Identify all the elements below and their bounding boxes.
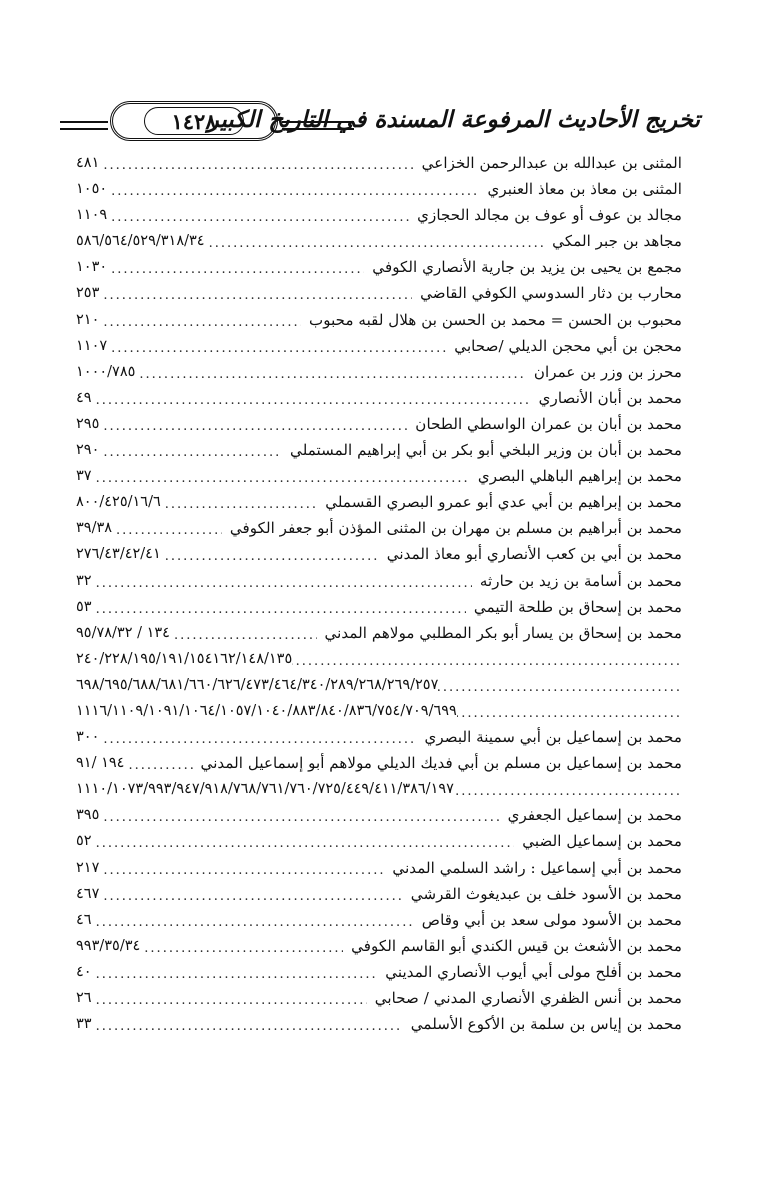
hadith-numbers: ٣٣ xyxy=(76,1016,92,1033)
dot-leader xyxy=(103,437,282,463)
hadith-numbers: ٥٣ xyxy=(76,598,92,615)
dot-leader xyxy=(103,150,413,176)
narrator-name: محمد بن الأسود مولى سعد بن أبي وقاص xyxy=(421,910,682,929)
index-entry xyxy=(76,985,682,1011)
index-entry xyxy=(76,307,682,333)
narrator-name: محمد بن أنس الظفري الأنصاري المدني / صحابي xyxy=(374,989,682,1007)
narrator-name: المثنى بن معاذ بن معاذ العنبري xyxy=(487,180,682,199)
index-entry xyxy=(76,333,682,359)
dot-leader xyxy=(103,881,402,907)
hadith-numbers: ٣٠٠ xyxy=(76,729,100,746)
index-entry xyxy=(76,150,682,176)
hadith-numbers: ١١١٠/١٠٧٣/٩٩٣/٩٤٧/٩١٨/٧٦٨/٧٦١/٧٦٠/٧٢٥/٤٤٩/٤١١/٣٨٦/١٩٧ xyxy=(76,781,454,798)
narrator-name: محمد بن أسامة بن زيد بن حارثه xyxy=(479,571,682,590)
narrator-name: محمد بن أبي بن كعب الأنصاري أبو معاذ المدني xyxy=(386,545,682,564)
dot-leader xyxy=(96,463,470,489)
index-entry xyxy=(76,202,682,228)
index-entry xyxy=(76,828,682,854)
hadith-numbers: ٢٩٥ xyxy=(76,415,100,432)
narrator-name: محمد بن الأسود خلف بن عبديغوث القرشي xyxy=(410,884,682,903)
narrator-name: المثنى بن عبدالله بن عبدالرحمن الخزاعي xyxy=(421,154,682,172)
index-entry xyxy=(76,802,682,828)
hadith-numbers: ١١٠٧ xyxy=(76,337,108,354)
hadith-numbers: ٤٦ xyxy=(76,911,92,928)
dot-leader xyxy=(103,802,499,828)
dot-leader xyxy=(111,176,479,202)
hadith-numbers: ٢٧٦/٤٣/٤٢/٤١ xyxy=(76,546,161,563)
index-entry xyxy=(76,1011,682,1037)
index-entry-continuation xyxy=(76,698,682,724)
index-entry xyxy=(76,254,682,280)
dot-leader xyxy=(111,333,446,359)
dot-leader xyxy=(292,646,682,672)
dot-leader xyxy=(144,933,343,959)
dot-leader xyxy=(128,750,192,776)
index-entry xyxy=(76,750,682,776)
dot-leader xyxy=(457,698,682,724)
narrator-name: محمد بن أبان بن عمران الواسطي الطحان xyxy=(415,414,682,433)
index-entry xyxy=(76,411,682,437)
dot-leader xyxy=(96,594,466,620)
hadith-numbers: ٥٢ xyxy=(76,833,92,850)
dot-leader xyxy=(103,280,412,306)
dot-leader xyxy=(454,776,682,802)
running-title: تخريج الأحاديث المرفوعة المسندة في التاريخ الكبير xyxy=(207,106,700,133)
dot-leader xyxy=(103,411,407,437)
index-entry xyxy=(76,541,682,567)
narrator-name: محمد بن إبراهيم بن أبي عدي أبو عمرو البصري القسملي xyxy=(325,493,682,512)
index-entry-continuation xyxy=(76,776,682,802)
dot-leader xyxy=(438,672,682,698)
narrator-name: محمد بن إسماعيل الضبي xyxy=(522,832,682,851)
narrator-name: محمد بن أبراهيم بن مسلم بن مهران بن المثنى المؤذن أبو جعفر الكوفي xyxy=(229,519,682,538)
hadith-numbers: ٤٩ xyxy=(76,389,92,406)
index-entry xyxy=(76,881,682,907)
index-entry-continuation xyxy=(76,672,682,698)
page-number: ١٤٢٨ xyxy=(144,107,243,135)
narrator-name: محمد بن إسماعيل بن أبي سمينة البصري xyxy=(424,728,682,747)
hadith-numbers: ١٣٤ / ٩٥/٧٨/٣٢ xyxy=(76,624,170,641)
dot-leader xyxy=(103,724,416,750)
dot-leader xyxy=(103,307,301,333)
hadith-numbers: ١١١٦/١١٠٩/١٠٩١/١٠٦٤/١٠٥٧/١٠٤٠/٨٨٣/٨٤٠/٨٣٦/٧٥٤/٧٠٩/٦٩٩ xyxy=(76,702,457,719)
index-entry xyxy=(76,620,682,646)
hadith-numbers: ٣٩/٣٨ xyxy=(76,520,113,537)
narrator-name: محبوب بن الحسن = محمد بن الحسن بن هلال لقبه محبوب xyxy=(308,310,682,329)
narrator-name: محمد بن إياس بن سلمة بن الأكوع الأسلمي xyxy=(410,1015,682,1034)
narrator-name: محارب بن دثار السدوسي الكوفي القاضي xyxy=(420,284,682,303)
dot-leader xyxy=(96,985,367,1011)
hadith-numbers: ٢٥٣ xyxy=(76,285,100,302)
dot-leader xyxy=(96,828,515,854)
hadith-numbers: ٣٢ xyxy=(76,572,92,589)
index-entry xyxy=(76,280,682,306)
dot-leader xyxy=(103,855,384,881)
narrator-name: مجمع بن يحيى بن يزيد بن جارية الأنصاري الكوفي xyxy=(372,258,682,277)
hadith-numbers: ٢٩٠ xyxy=(76,442,100,459)
dot-leader xyxy=(174,620,317,646)
index-entry xyxy=(76,515,682,541)
dot-leader xyxy=(111,254,364,280)
hadith-numbers: ١١٠٩ xyxy=(76,207,108,224)
narrator-name: محمد بن أبان الأنصاري xyxy=(538,388,682,407)
dot-leader xyxy=(116,515,222,541)
dot-leader xyxy=(165,541,379,567)
hadith-numbers: ٢١٠ xyxy=(76,311,100,328)
narrator-name: مجالد بن عوف أو عوف بن مجالد الحجازي xyxy=(417,206,682,225)
hadith-numbers: ٤٨١ xyxy=(76,155,100,171)
hadith-numbers: ٤٦٧ xyxy=(76,885,100,902)
dot-leader xyxy=(139,359,525,385)
dot-leader xyxy=(96,1011,403,1037)
dot-leader xyxy=(96,568,472,594)
narrator-name: محمد بن إبراهيم الباهلي البصري xyxy=(477,467,682,486)
header-rule-left xyxy=(60,121,108,130)
dot-leader xyxy=(165,489,317,515)
narrator-name: محمد بن أبان بن وزير البلخي أبو بكر بن أبي إبراهيم المستملي xyxy=(290,441,682,460)
index-entry xyxy=(76,855,682,881)
hadith-numbers: ٢١٧ xyxy=(76,859,100,876)
hadith-numbers: ٣٩٥ xyxy=(76,807,100,824)
dot-leader xyxy=(96,385,531,411)
index-entry-continuation xyxy=(76,646,682,672)
narrator-name: محمد بن إسحاق بن طلحة التيمي xyxy=(473,597,682,616)
hadith-numbers: ١٠٣٠ xyxy=(76,259,108,276)
hadith-numbers: ٩٩٣/٣٥/٣٤ xyxy=(76,937,141,954)
narrator-name: محمد بن أفلح مولى أبي أيوب الأنصاري المديني xyxy=(385,962,682,981)
hadith-numbers: ١٠٠٠/٧٨٥ xyxy=(76,363,136,380)
hadith-numbers: ٢٦ xyxy=(76,990,92,1006)
index-entry xyxy=(76,176,682,202)
index-entry xyxy=(76,724,682,750)
hadith-numbers: ٨٠٠/٤٢٥/١٦/٦ xyxy=(76,494,161,511)
page-header xyxy=(60,98,700,148)
index-entry xyxy=(76,385,682,411)
index-entry xyxy=(76,437,682,463)
index-entry xyxy=(76,594,682,620)
hadith-numbers: ٢٤٠/٢٢٨/١٩٥/١٩١/١٥٤١٦٢/١٤٨/١٣٥ xyxy=(76,650,293,667)
narrator-name: محمد بن إسحاق بن يسار أبو بكر المطلبي مولاهم المدني xyxy=(324,623,682,642)
narrator-index xyxy=(76,150,682,1037)
narrator-name: محرز بن وزر بن عمران xyxy=(533,362,682,381)
index-entry xyxy=(76,568,682,594)
hadith-numbers: ٥٨٦/٥٦٤/٥٢٩/٣١٨/٣٤ xyxy=(76,233,205,250)
narrator-name: محمد بن إسماعيل الجعفري xyxy=(507,806,682,825)
index-entry xyxy=(76,907,682,933)
dot-leader xyxy=(209,228,545,254)
narrator-name: مجاهد بن جبر المكي xyxy=(552,232,682,251)
dot-leader xyxy=(96,907,414,933)
hadith-numbers: ٤٠ xyxy=(76,963,92,980)
index-entry xyxy=(76,359,682,385)
narrator-name: محمد بن إسماعيل بن مسلم بن أبي فديك الديلي مولاهم أبو إسماعيل المدني xyxy=(200,754,682,773)
hadith-numbers: ٣٧ xyxy=(76,468,92,485)
index-entry xyxy=(76,959,682,985)
dot-leader xyxy=(111,202,409,228)
narrator-name: محجن بن أبي محجن الديلي /صحابي xyxy=(454,336,682,355)
index-entry xyxy=(76,228,682,254)
dot-leader xyxy=(96,959,378,985)
narrator-name: محمد بن أبي إسماعيل : راشد السلمي المدني xyxy=(392,858,682,877)
hadith-numbers: ١٩٤ /٩١ xyxy=(76,755,125,772)
index-entry xyxy=(76,489,682,515)
narrator-name: محمد بن الأشعث بن قيس الكندي أبو القاسم الكوفي xyxy=(351,936,682,955)
hadith-numbers: ١٠٥٠ xyxy=(76,181,108,198)
index-entry xyxy=(76,463,682,489)
index-entry xyxy=(76,933,682,959)
hadith-numbers: ٦٩٨/٦٩٥/٦٨٨/٦٨١/٦٦٠/٦٢٦/٤٧٣/٤٦٤/٣٤٠/٢٨٩/٢٦٨/٢٦٩/٢٥٧ xyxy=(76,676,439,693)
